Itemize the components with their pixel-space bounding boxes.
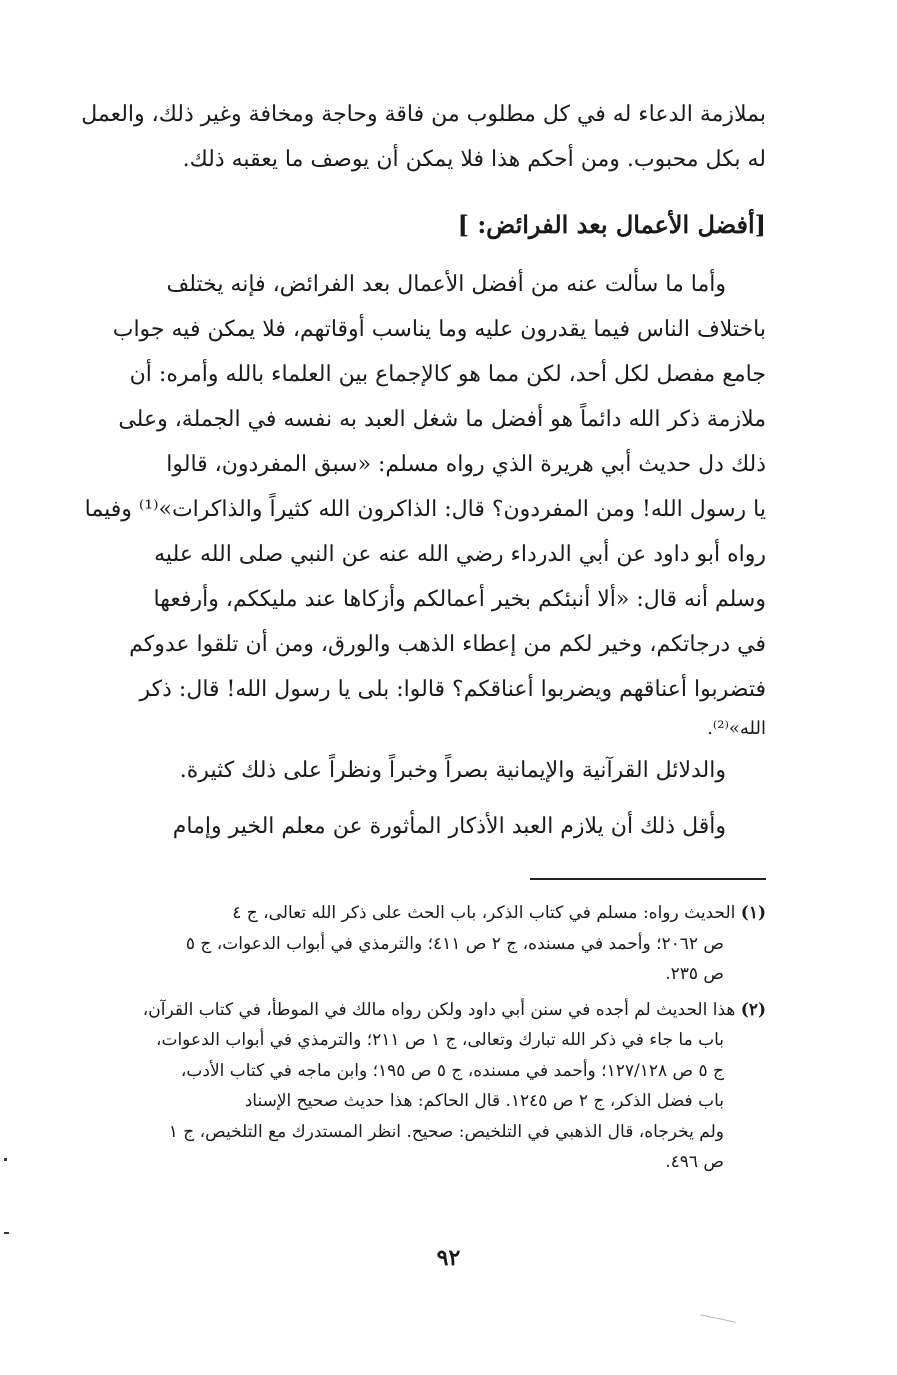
footnote-1: [66, 898, 766, 990]
main-line-9: في درجاتكم، وخير لكم من إعطاء الذهب والورق، ومن أن تلقوا عدوكم: [129, 632, 766, 657]
footnote-2-line-1: [66, 995, 766, 1026]
main-line-2: باختلاف الناس فيما يقدرون عليه وما يناسب أوقاتهم، فلا يمكن فيه جواب: [112, 317, 766, 342]
footnote-1-line-3: ص ٢٣٥.: [665, 964, 724, 984]
page-number: ٩٢: [436, 1245, 461, 1271]
section-heading: [أفضل الأعمال بعد الفرائض: ]: [457, 210, 766, 239]
footnote-2-line-2: باب ما جاء في ذكر الله تبارك وتعالى، ج ١ ص ٢١١؛ والترمذي في أبواب الدعوات،: [155, 1030, 724, 1050]
footnote-1-number: (١): [740, 903, 766, 923]
main-line-4: ملازمة ذكر الله دائماً هو أفضل ما شغل العبد به نفسه في الجملة، وعلى: [118, 407, 766, 432]
main-line-11: الله»⁽²⁾.: [707, 718, 766, 739]
main-line-7: رواه أبو داود عن أبي الدرداء رضي الله عنه عن النبي صلى الله عليه: [154, 542, 766, 567]
main-line-3: جامع مفصل لكل أحد، لكن مما هو كالإجماع بين العلماء بالله وأمره: أن: [129, 362, 766, 387]
main-line-5: ذلك دل حديث أبي هريرة الذي رواه مسلم: «سبق المفردون، قالوا: [166, 452, 766, 477]
intro-line-2: له بكل محبوب. ومن أحكم هذا فلا يمكن أن يوصف ما يعقبه ذلك.: [182, 147, 766, 172]
footnote-2-text-1: هذا الحديث لم أجده في سنن أبي داود ولكن رواه مالك في الموطأ، في كتاب القرآن،: [142, 999, 736, 1020]
scan-speck: [4, 1158, 7, 1161]
footnote-2-line-6: ص ٤٩٦.: [665, 1152, 724, 1172]
footnote-2: [66, 995, 766, 1178]
main-paragraph: [66, 262, 766, 746]
intro-paragraph: [66, 92, 766, 182]
scan-mark: [700, 1314, 735, 1322]
main-line-1: وأما ما سألت عنه من أفضل الأعمال بعد الفرائض، فإنه يختلف: [166, 272, 726, 297]
evidence-paragraph: [66, 748, 766, 793]
closing-line: وأقل ذلك أن يلازم العبد الأذكار المأثورة عن معلم الخير وإمام: [172, 814, 726, 839]
footnote-1-text-1: الحديث رواه: مسلم في كتاب الذكر، باب الحث على ذكر الله تعالى، ج ٤: [232, 903, 736, 923]
closing-paragraph: [66, 804, 766, 849]
footnote-2-number: (٢): [740, 999, 766, 1020]
footnotes: [66, 898, 766, 1178]
footnote-separator: [530, 878, 766, 880]
main-line-6: يا رسول الله! ومن المفردون؟ قال: الذاكرون الله كثيراً والذاكرات»⁽¹⁾ وفيما: [84, 497, 766, 522]
intro-line-1: بملازمة الدعاء له في كل مطلوب من فاقة وحاجة ومخافة وغير ذلك، والعمل: [81, 102, 766, 127]
evidence-line: والدلائل القرآنية والإيمانية بصراً وخبراً ونظراً على ذلك كثيرة.: [179, 758, 726, 783]
footnote-2-line-4: باب فضل الذكر، ج ٢ ص ١٢٤٥. قال الحاكم: هذا حديث صحيح الإسناد: [244, 1091, 724, 1111]
main-line-10: فتضربوا أعناقهم ويضربوا أعناقكم؟ قالوا: بلى يا رسول الله! قال: ذكر: [139, 677, 766, 702]
main-line-8: وسلم أنه قال: «ألا أنبئكم بخير أعمالكم وأزكاها عند مليككم، وأرفعها: [153, 587, 766, 612]
footnote-2-line-3: ج ٥ ص ١٢٧/١٢٨؛ وأحمد في مسنده، ج ٥ ص ١٩٥؛ وابن ماجه في كتاب الأدب،: [180, 1060, 724, 1081]
footnote-2-line-5: ولم يخرجاه، قال الذهبي في التلخيص: صحيح. انظر المستدرك مع التلخيص، ج ١: [168, 1121, 724, 1142]
footnote-1-line-1: [66, 898, 766, 929]
scan-speck: [4, 1232, 9, 1234]
footnote-1-line-2: ص ٢٠٦٢؛ وأحمد في مسنده، ج ٢ ص ٤١١؛ والترمذي في أبواب الدعوات، ج ٥: [185, 933, 724, 954]
